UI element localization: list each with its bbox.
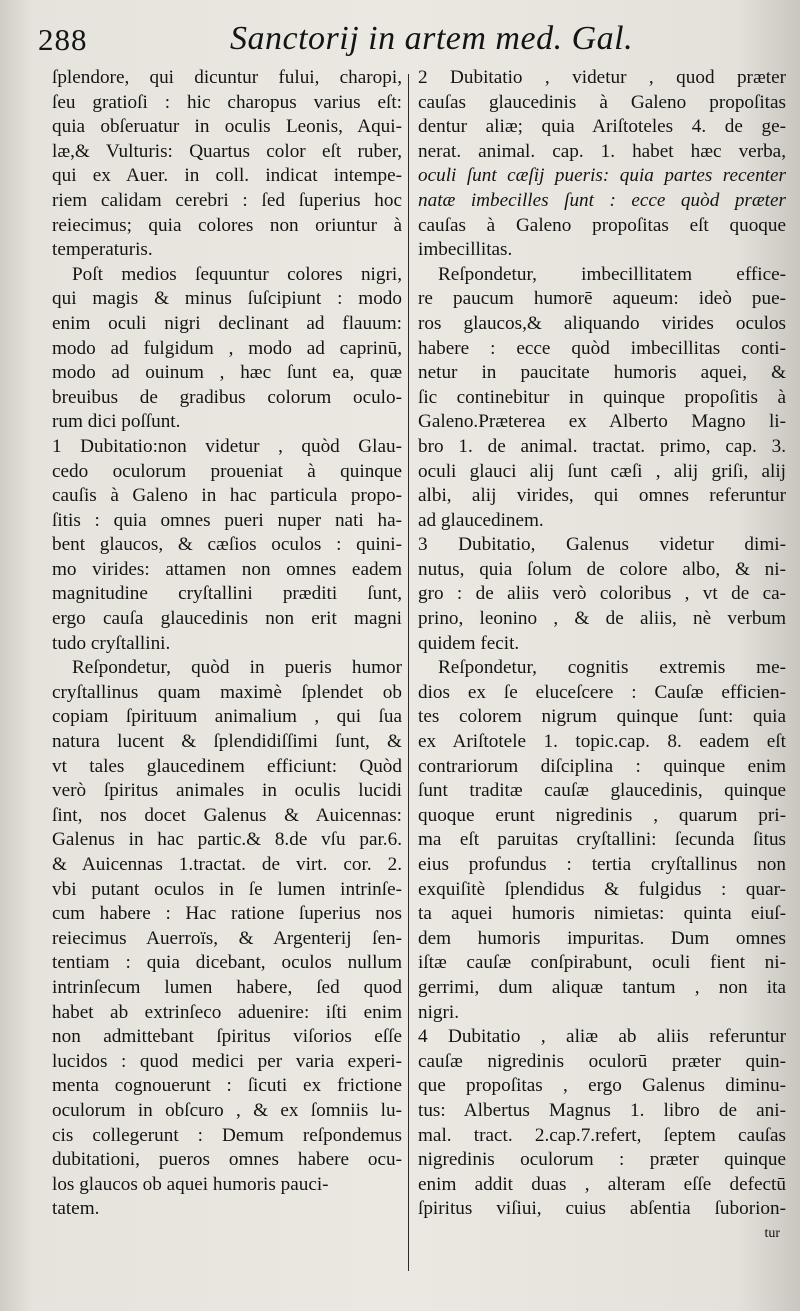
- left-column-line: intrinſecum lumen habere, ſed quod: [52, 976, 402, 998]
- right-column-line: 4 Dubitatio , aliæ ab aliis referuntur: [418, 1026, 786, 1048]
- right-column-line: quoque erunt nigredinis , quarum pri-: [418, 804, 786, 826]
- right-column-line: oculi glauci alij ſunt cæſi , alij griſi, alij: [418, 460, 786, 482]
- right-column-line: tes colorem nigrum quinque ſunt: quia: [418, 706, 786, 728]
- page-number: 288: [38, 22, 88, 57]
- left-column-line: non admittebant ſpiritus viſorios eſſe: [52, 1026, 402, 1048]
- left-column-line: verò ſpiritus animales in oculis lucidi: [52, 780, 402, 802]
- right-column-line: dios ex ſe eluceſcere : Cauſæ efficien-: [418, 681, 786, 703]
- left-column-line: 1 Dubitatio:non videtur , quòd Glau-: [52, 435, 402, 457]
- left-column-line: cedo oculorum proueniat à quinque: [52, 460, 402, 482]
- left-column-line: cauſis à Galeno in hac particula propo-: [52, 485, 402, 507]
- right-column-line: nigredinis oculorum : præter quinque: [418, 1149, 786, 1171]
- right-column-line: oculi ſunt cæſij pueris: quia partes recenter: [418, 165, 786, 187]
- left-column-line: ſint, nos docet Galenus & Auicennas:: [52, 804, 402, 826]
- catchword: tur: [764, 1225, 780, 1241]
- left-column-line: temperaturis.: [52, 239, 153, 261]
- right-column-line: ma eſt paruitas cryſtallini: ſecunda ſitus: [418, 829, 786, 851]
- left-column-line: oculorum in obſcuro , & ex ſomniis lu-: [52, 1099, 402, 1121]
- right-column-line: bro 1. de animal. tractat. primo, cap. 3.: [418, 435, 786, 457]
- left-column-line: natura lucent & ſplendidiſſimi ſunt, &: [52, 731, 402, 753]
- right-column-line: netur in paucitate humoris aquei, &: [418, 362, 786, 384]
- left-column-line: breuibus de gradibus colorum oculo-: [52, 386, 402, 408]
- right-column-line: habere : ecce quòd imbecillitas conti-: [418, 337, 786, 359]
- right-column-line: nerat. animal. cap. 1. habet hæc verba,: [418, 140, 786, 162]
- right-column-line: cauſas glaucedinis à Galeno propoſitas: [418, 91, 786, 113]
- right-column-line: ſpiritus viſiui, cuius abſentia ſuborion-: [418, 1198, 786, 1220]
- right-column-line: Reſpondetur, cognitis extremis me-: [438, 657, 786, 679]
- right-column-line: dentur aliæ; quia Ariſtoteles 4. de ge-: [418, 116, 786, 138]
- left-column-line: habet ab extrinſeco aduenire: iſti enim: [52, 1001, 402, 1023]
- left-column-line: tatem.: [52, 1198, 100, 1220]
- right-column-line: 2 Dubitatio , videtur , quod præter: [418, 67, 786, 88]
- left-column-line: tudo cryſtallini.: [52, 632, 171, 654]
- page-header: [30, 18, 770, 66]
- right-column-line: prino, leonino , & de aliis, nè verbum: [418, 608, 786, 630]
- text-columns: [44, 66, 786, 1281]
- left-column-line: mo virides: attamen non omnes eadem: [52, 558, 402, 580]
- right-column-line: ex Ariſtotele 1. topic.cap. 8. eadem eſt: [418, 731, 786, 753]
- left-column-line: cryſtallinus quam maximè ſplendet ob: [52, 681, 402, 703]
- right-column-line: 3 Dubitatio, Galenus videtur dimi-: [418, 534, 786, 556]
- left-column-line: ſeu gratioſi : hic charopus varius eſt:: [52, 91, 402, 113]
- left-column-line: vbi putant oculos in ſe lumen intrinſe-: [52, 878, 402, 900]
- right-column-line: ſic continebitur in quinque propoſitis à: [418, 386, 786, 408]
- right-column-line: imbecillitas.: [418, 239, 513, 261]
- left-column-line: copiam ſpirituum animalium , qui ſua: [52, 706, 402, 728]
- left-column-line: riem calidam cerebri : ſed ſuperius hoc: [52, 189, 402, 211]
- right-column-line: exquiſitè ſplendidus & fulgidus : quar-: [418, 878, 786, 900]
- right-column-line: dem humoris impuritas. Dum omnes: [418, 927, 786, 949]
- left-column-line: ergo cauſa glaucedinis non erit magni: [52, 608, 402, 630]
- left-column-line: Reſpondetur, quòd in pueris humor: [72, 657, 402, 679]
- right-column: [418, 66, 786, 1281]
- right-column-line: albi, alij virides, qui omnes referuntur: [418, 485, 786, 507]
- right-column-line: Galeno.Præterea ex Alberto Magno li-: [418, 411, 786, 433]
- left-column: [52, 66, 402, 1281]
- right-column-line: iſtæ cauſæ conſpirabunt, oculi fient ni-: [418, 952, 786, 974]
- left-column-line: ſitis : quia omnes pueri nuper nati ha-: [52, 509, 402, 531]
- left-column-line: Galenus in hac partic.& 8.de vſu par.6.: [52, 829, 402, 851]
- left-column-line: & Auicennas 1.tractat. de virt. cor. 2.: [52, 854, 402, 875]
- left-column-line: dubitationi, pueros omnes habere ocu-: [52, 1149, 402, 1171]
- right-column-line: que propoſitas , ergo Galenus diminu-: [418, 1075, 786, 1097]
- left-column-line: lucidos : quod medici per varia experi-: [52, 1050, 402, 1072]
- left-column-line: modo ad fulgidum , modo ad caprinū,: [52, 337, 402, 359]
- right-column-line: cauſas à Galeno propoſitas eſt quoque: [418, 214, 786, 236]
- left-column-line: quia obſeruatur in oculis Leonis, Aqui-: [52, 116, 402, 138]
- right-column-line: tus: Albertus Magnus 1. libro de ani-: [418, 1099, 786, 1121]
- left-column-line: menta cognouerunt : ſicuti ex frictione: [52, 1075, 402, 1097]
- left-column-line: enim oculi nigri declinant ad flauum:: [52, 312, 402, 334]
- running-title: Sanctorij in artem med. Gal.: [230, 20, 634, 57]
- right-column-line: gro : de aliis verò coloribus , vt de ca-: [418, 583, 786, 605]
- left-column-line: vt tales glaucedinem efficiunt: Quòd: [52, 755, 402, 777]
- left-column-line: reiecimus Auerroïs, & Argenterij ſen-: [52, 927, 402, 949]
- right-column-line: ſunt traditæ cauſæ glaucedinis, quinque: [418, 780, 786, 802]
- right-column-line: re paucum humorē aqueum: ideò pue-: [418, 288, 786, 310]
- right-column-line: mal. tract. 2.cap.7.refert, ſeptem cauſas: [418, 1124, 786, 1146]
- left-column-line: læ,& Vulturis: Quartus color eſt ruber,: [52, 140, 402, 162]
- right-column-line: Reſpondetur, imbecillitatem effice-: [438, 263, 786, 285]
- column-divider: [408, 74, 409, 1271]
- left-column-line: rum dici poſſunt.: [52, 411, 181, 433]
- right-column-line: ad glaucedinem.: [418, 509, 544, 531]
- left-column-line: magnitudine cryſtallini præditi ſunt,: [52, 583, 402, 605]
- right-column-line: contrariorum diſciplina : quinque enim: [418, 755, 786, 777]
- right-column-line: ta aquei humoris nimietas: quinta eiuſ-: [418, 903, 786, 925]
- right-column-line: ros glaucos,& aliquando virides oculos: [418, 312, 786, 334]
- left-column-line: los glaucos ob aquei humoris pauci-: [52, 1173, 329, 1195]
- right-column-line: cauſæ nigredinis oculorū præter quin-: [418, 1050, 786, 1072]
- left-column-line: reiecimus; quia colores non oriuntur à: [52, 214, 402, 236]
- right-column-line: nutus, quia ſolum de colore albo, & ni-: [418, 558, 786, 580]
- right-column-line: nigri.: [418, 1001, 460, 1023]
- left-column-line: Poſt medios ſequuntur colores nigri,: [72, 263, 402, 285]
- left-column-line: bent glaucos, & cæſios oculos : quini-: [52, 534, 402, 556]
- right-column-line: enim addit duas , alteram eſſe defectū: [418, 1173, 786, 1195]
- left-column-line: qui magis & minus ſuſcipiunt : modo: [52, 288, 402, 310]
- left-column-line: cum habere : Hac ratione ſuperius nos: [52, 903, 402, 925]
- left-column-line: ſplendore, qui dicuntur fului, charopi,: [52, 67, 402, 88]
- left-column-line: modo ad ouinum , hæc ſunt ea, quæ: [52, 362, 402, 384]
- right-column-line: gerrimi, dum aliquæ tantum , non ita: [418, 976, 786, 998]
- right-column-line: natæ imbecilles ſunt : ecce quòd præter: [418, 189, 786, 211]
- left-column-line: cis collegerunt : Demum reſpondemus: [52, 1124, 402, 1146]
- left-column-line: qui ex Auer. in coll. indicat intempe-: [52, 165, 402, 187]
- right-column-line: quidem fecit.: [418, 632, 520, 654]
- right-column-line: eius profundus : tertia cryſtallinus non: [418, 854, 786, 875]
- left-column-line: tentiam : quia dicebant, oculos nullum: [52, 952, 402, 974]
